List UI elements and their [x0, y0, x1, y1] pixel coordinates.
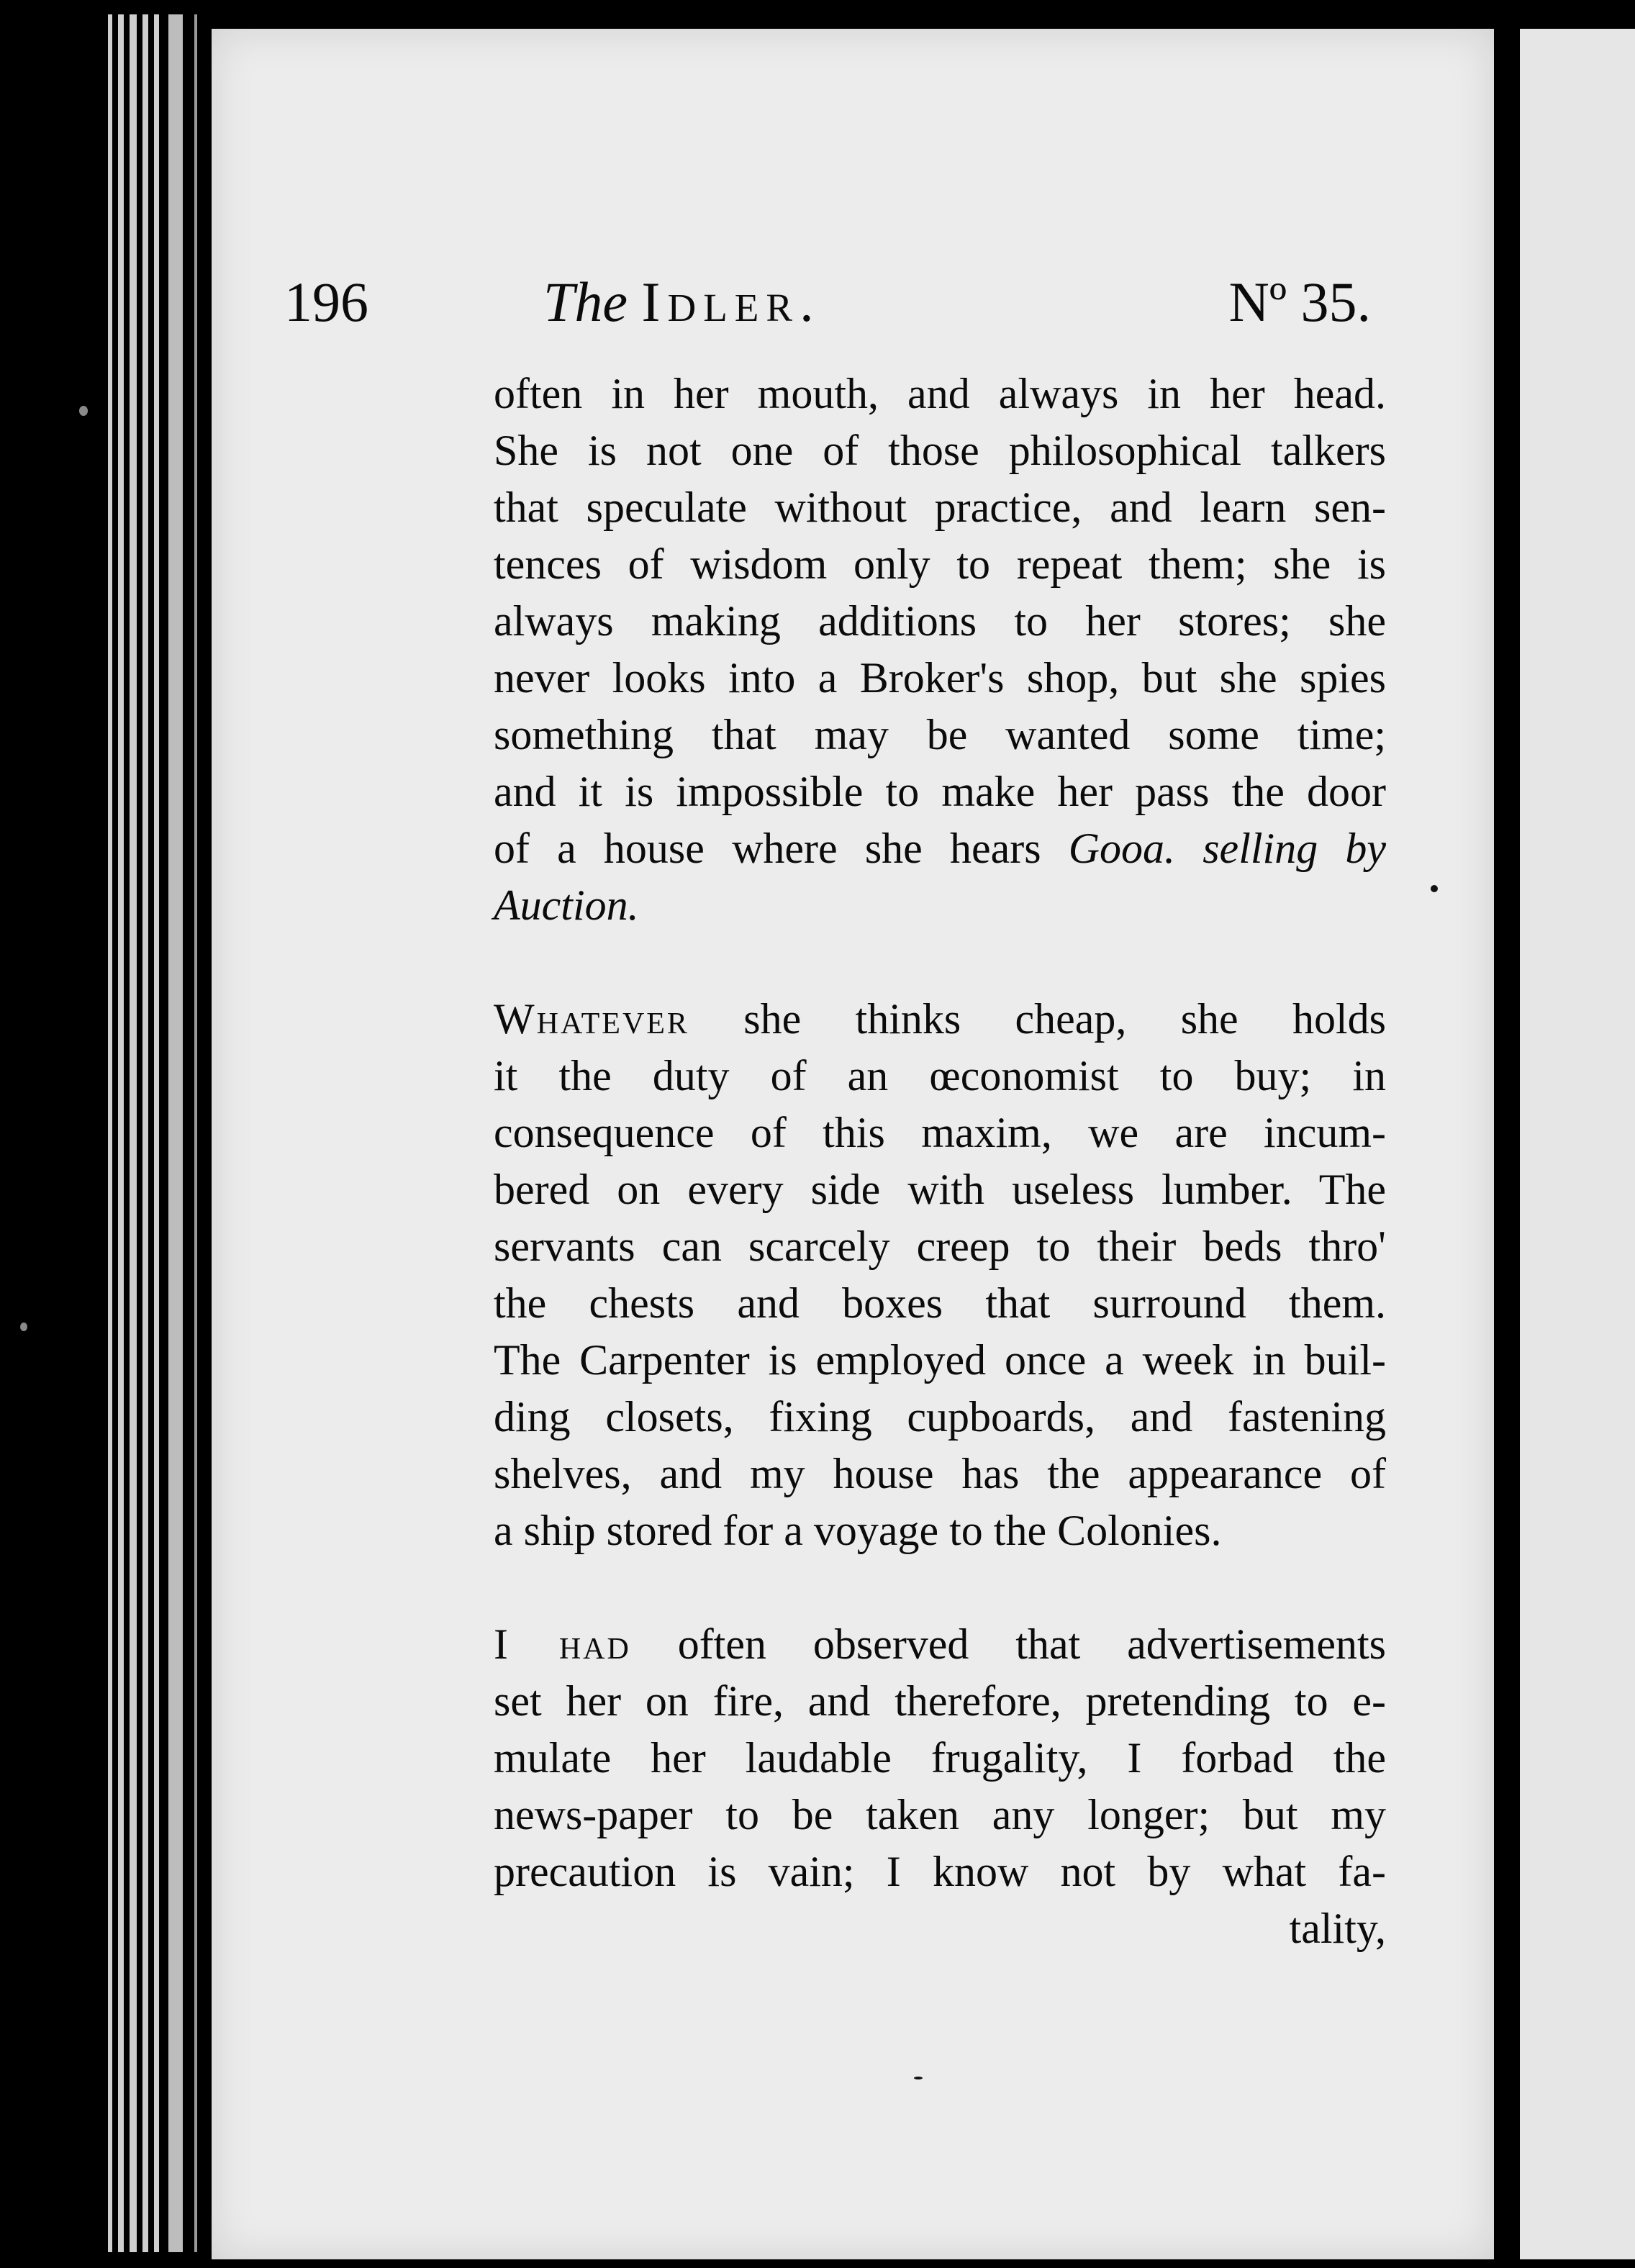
text-segment: of a house where she hears: [494, 825, 1069, 872]
paragraph: [494, 366, 1386, 934]
text-line: [494, 1616, 1386, 1673]
body-text: [494, 366, 1386, 1957]
text-line: [494, 991, 1386, 1048]
text-line: precaution is vain; I know not by what fa-: [494, 1848, 1386, 1895]
text-line: that speculate without practice, and learn sen-: [494, 484, 1386, 531]
text-line: bered on every side with useless lumber. The: [494, 1166, 1386, 1213]
text-line: [494, 877, 1386, 934]
text-line: always making additions to her stores; she: [494, 597, 1386, 645]
ink-speck: [79, 406, 88, 416]
book-page-edges: [108, 14, 216, 2252]
lead-in-caps: I had: [494, 1620, 631, 1668]
facing-page-edge: [1520, 29, 1635, 2259]
text-line: news-paper to be taken any longer; but my: [494, 1791, 1386, 1838]
text-line: consequence of this maxim, we are incum-: [494, 1109, 1386, 1156]
text-line: and it is impossible to make her pass the door: [494, 768, 1386, 815]
italic-segment: Auction.: [494, 881, 639, 929]
ink-speck: [20, 1323, 27, 1331]
text-line: ding closets, fixing cupboards, and fastening: [494, 1393, 1386, 1441]
running-title: [543, 270, 821, 335]
page-number: 196: [284, 271, 368, 333]
text-line: She is not one of those philosophical talkers: [494, 427, 1386, 474]
text-line: mulate her laudable frugality, I forbad the: [494, 1734, 1386, 1782]
text-line: something that may be wanted some time;: [494, 711, 1386, 758]
text-line: it the duty of an œconomist to buy; in: [494, 1052, 1386, 1099]
title-article: The: [543, 271, 628, 333]
text-line: the chests and boxes that surround them.: [494, 1279, 1386, 1327]
text-segment: she thinks cheap, she holds: [689, 995, 1386, 1043]
text-line: a ship stored for a voyage to the Colonies.: [494, 1507, 1222, 1554]
text-line: The Carpenter is employed once a week in buil-: [494, 1336, 1386, 1384]
catchword: tality,: [1289, 1905, 1386, 1952]
ink-speck: [914, 2077, 923, 2079]
lead-in-caps: Whatever: [494, 995, 689, 1043]
running-header: [284, 270, 1371, 349]
text-line: servants can scarcely creep to their beds thro': [494, 1223, 1386, 1270]
issue-number: Nº 35.: [1228, 271, 1371, 333]
paragraph: [494, 1616, 1386, 1957]
paragraph: [494, 991, 1386, 1559]
text-line: never looks into a Broker's shop, but she spies: [494, 654, 1386, 702]
title-name: Idler.: [641, 271, 821, 333]
italic-segment: Gooa. selling by: [1068, 825, 1386, 872]
text-line: set her on fire, and therefore, pretending to e-: [494, 1677, 1386, 1725]
ink-speck: [1431, 885, 1438, 892]
text-line: shelves, and my house has the appearance of: [494, 1450, 1386, 1497]
text-line: [494, 820, 1386, 877]
text-line: often in her mouth, and always in her head.: [494, 370, 1386, 417]
text-segment: often observed that advertisements: [630, 1620, 1386, 1668]
text-line: tences of wisdom only to repeat them; she is: [494, 540, 1386, 588]
